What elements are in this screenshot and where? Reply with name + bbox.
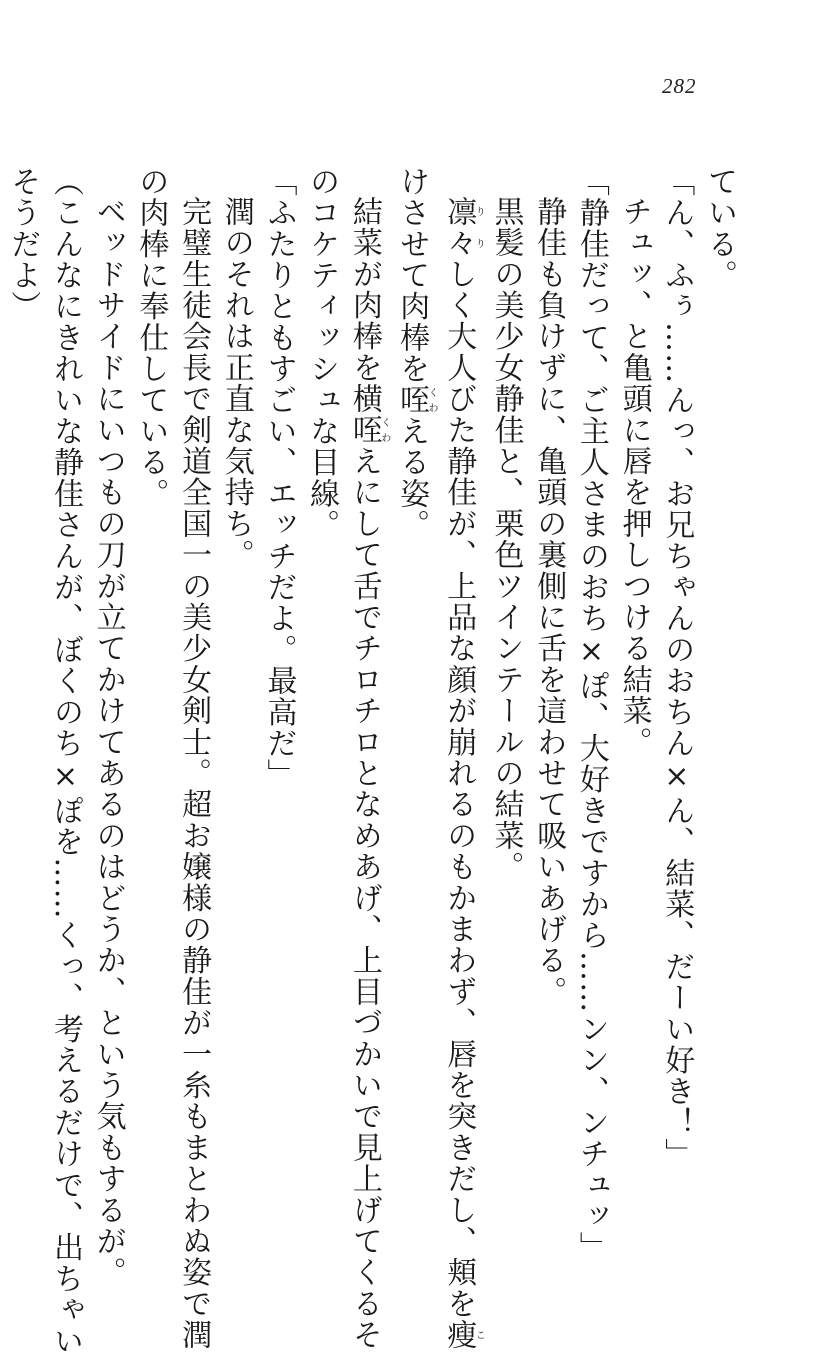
page-number: 282 (662, 74, 697, 98)
text-line: 潤のそれは正直な気持ち。 (218, 196, 254, 571)
furigana-ruby: 咥くわ (346, 414, 390, 446)
furigana-ruby: 瘦こ (441, 1319, 485, 1351)
text-line: ベッドサイドにいつもの刀が立てかけてあるのはどうか、という気もするが。 (90, 196, 126, 1288)
furigana-ruby: 咥くわ (394, 384, 438, 416)
furigana-ruby: 凛々りり (441, 196, 485, 259)
text-line: そうだよ） (5, 166, 41, 322)
text-line: の肉棒に奉仕している。 (133, 166, 169, 510)
text-line: 黒髪の美少女静佳と、栗色ツインテールの結菜。 (488, 196, 524, 883)
text-line: ている。 (702, 166, 737, 291)
text-line: チュッ、と亀頭に唇を押しつける結菜。 (616, 196, 652, 758)
text-line: 「ふたりともすごい、エッチだよ。最高だ」 (261, 166, 297, 790)
text-line: けさせて肉棒を咥くわえる姿。 (394, 166, 438, 541)
text-line: 完璧生徒会長で剣道全国一の美少女剣士。超お嬢様の静佳が一糸もまとわぬ姿で潤 (176, 196, 212, 1351)
text-line: のコケティッシュな目線。 (304, 166, 340, 541)
text-line: 結菜が肉棒を横咥くわえにして舌でチロチロとなめあげ、上目づかいで見上げてくるそ (346, 196, 390, 1351)
text-line: 「ん、ふぅ……んっ、お兄ちゃんのおちん×ん、結菜、だーい好き！」 (659, 166, 695, 1170)
vertical-text-block (1, 166, 740, 1357)
text-line: 静佳も負けずに、亀頭の裏側に舌を這わせて吸いあげる。 (531, 196, 567, 1008)
text-line: 「静佳だって、ご主人さまのおち×ぽ、大好きですから……ンン、ンチュッ」 (573, 166, 609, 1263)
text-line: 凛々りりしく大人びた静佳が、上品な顔が崩れるのもかまわず、唇を突きだし、頬を瘦こ (441, 196, 485, 1351)
text-line: （こんなにきれいな静佳さんが、ぼくのち×ぽを……くっ、考えるだけで、出ちゃい (47, 166, 83, 1357)
